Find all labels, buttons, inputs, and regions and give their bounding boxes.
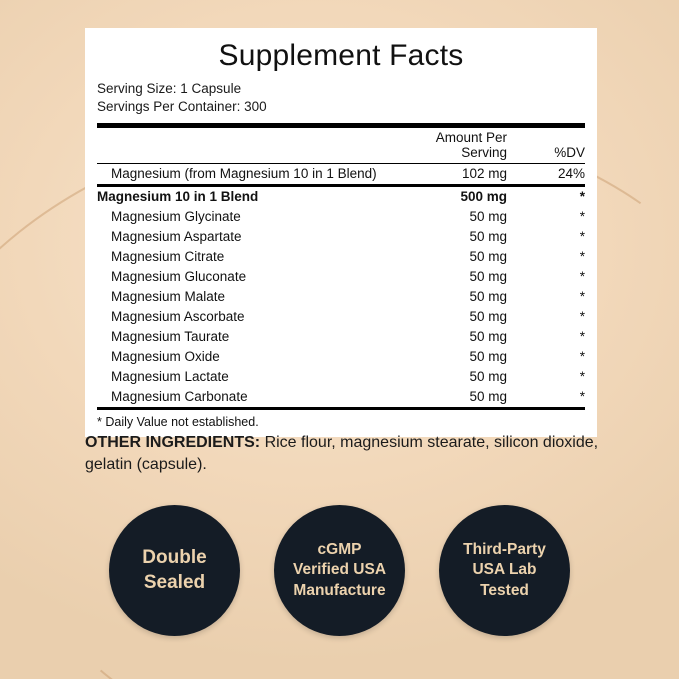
table-row: [97, 164, 585, 184]
badge-line-1: Third-Party: [463, 541, 546, 559]
row-amount: 50 mg: [469, 209, 507, 225]
table-row: [97, 187, 585, 207]
badge-line-2: Verified USA: [292, 561, 387, 579]
header-name: [97, 128, 412, 163]
daily-value-footnote: * Daily Value not established.: [97, 414, 259, 429]
row-amount: 50 mg: [469, 289, 507, 305]
row-amount: 50 mg: [469, 329, 507, 345]
row-amount: 50 mg: [469, 369, 507, 385]
row-name: Magnesium Oxide: [111, 349, 220, 365]
header-amount: Amount Per Serving: [435, 130, 507, 161]
row-amount: 50 mg: [469, 269, 507, 285]
row-amount: 50 mg: [469, 349, 507, 365]
row-dv: 24%: [557, 166, 585, 182]
row-name: Magnesium Lactate: [111, 369, 229, 385]
nutrient-table: [97, 164, 585, 184]
row-name: Magnesium Taurate: [111, 329, 230, 345]
row-name: Magnesium Glycinate: [111, 209, 241, 225]
row-dv: *: [579, 249, 585, 265]
row-dv: *: [579, 209, 585, 225]
table-row: [97, 347, 585, 367]
badge-line-3: Tested: [480, 581, 529, 599]
row-name: Magnesium Carbonate: [111, 389, 248, 405]
table-row: [97, 267, 585, 287]
row-dv: *: [579, 189, 585, 205]
serving-size: Serving Size: 1 Capsule: [97, 80, 242, 96]
row-name: Magnesium Citrate: [111, 249, 225, 265]
row-dv: *: [579, 229, 585, 245]
table-header-row: [97, 128, 585, 163]
row-name: Magnesium Ascorbate: [111, 309, 245, 325]
badge-third-party-tested: [439, 505, 570, 636]
table-row: [97, 207, 585, 227]
blend-table: [97, 187, 585, 407]
table-row: [97, 227, 585, 247]
row-dv: *: [579, 309, 585, 325]
badge-row: [0, 505, 679, 636]
table-row: [97, 307, 585, 327]
supplement-facts-panel: [85, 28, 597, 437]
badge-cgmp-verified: [274, 505, 405, 636]
badge-double-sealed: [109, 505, 240, 636]
row-dv: *: [579, 369, 585, 385]
row-dv: *: [579, 329, 585, 345]
table-row: [97, 247, 585, 267]
row-amount: 50 mg: [469, 249, 507, 265]
row-name: Magnesium Gluconate: [111, 269, 247, 285]
servings-per-container: Servings Per Container: 300: [97, 99, 267, 115]
badge-line-2: Sealed: [143, 571, 206, 593]
row-dv: *: [579, 269, 585, 285]
row-amount: 50 mg: [469, 229, 507, 245]
table-row: [97, 367, 585, 387]
table-row: [97, 327, 585, 347]
table-row: [97, 387, 585, 407]
other-ingredients: [85, 432, 605, 475]
supplement-facts-table: [97, 128, 585, 163]
row-dv: *: [579, 289, 585, 305]
row-amount: 102 mg: [461, 166, 507, 182]
row-name: Magnesium 10 in 1 Blend: [97, 189, 259, 205]
header-dv: %DV: [554, 145, 585, 161]
badge-line-1: Double: [142, 546, 207, 568]
row-dv: *: [579, 349, 585, 365]
row-name: Magnesium (from Magnesium 10 in 1 Blend): [111, 166, 377, 182]
panel-title: Supplement Facts: [218, 39, 464, 72]
badge-line-3: Manufacture: [293, 581, 386, 599]
row-amount: 50 mg: [469, 309, 507, 325]
badge-line-2: USA Lab: [472, 561, 537, 579]
row-amount: 50 mg: [469, 389, 507, 405]
row-amount: 500 mg: [460, 189, 507, 205]
table-row: [97, 287, 585, 307]
other-ingredients-text: Rice flour, magnesium stearate, silicon dioxide, gelatin (capsule).: [85, 434, 599, 473]
badge-line-1: cGMP: [317, 541, 362, 559]
row-name: Magnesium Malate: [111, 289, 226, 305]
row-name: Magnesium Aspartate: [111, 229, 242, 245]
row-dv: *: [579, 389, 585, 405]
other-ingredients-label: OTHER INGREDIENTS:: [85, 434, 261, 451]
